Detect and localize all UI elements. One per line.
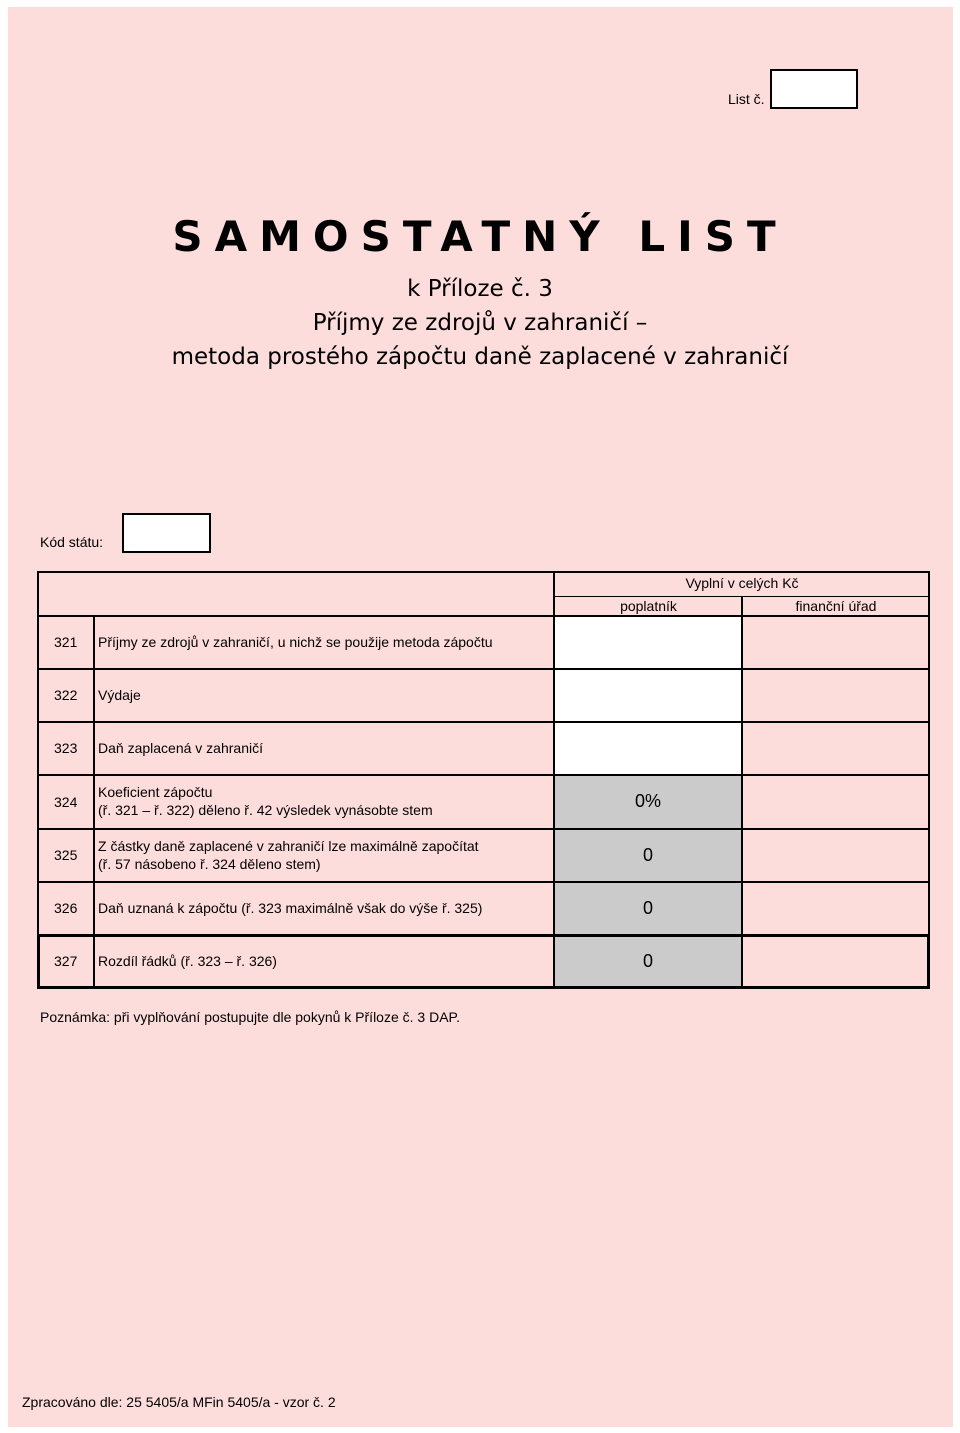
row-325-value: 0 xyxy=(642,845,653,865)
row-326-value: 0 xyxy=(642,898,653,918)
header-taxpayer: poplatník xyxy=(620,598,677,614)
form-footer: Zpracováno dle: 25 5405/a MFin 5405/a - vzor č. 2 xyxy=(22,1394,336,1410)
row-327-value: 0 xyxy=(642,951,653,971)
row-number: 323 xyxy=(54,740,78,756)
row-label-detail: (ř. 321 – ř. 322) děleno ř. 42 výsledek vynásobte stem xyxy=(98,802,433,818)
row-number: 325 xyxy=(54,847,78,863)
sheet-number-label: List č. xyxy=(728,91,765,107)
row-322-taxpayer-input[interactable] xyxy=(555,670,741,721)
row-323-taxpayer-input[interactable] xyxy=(555,723,741,774)
sheet-number-field[interactable] xyxy=(770,69,858,109)
page-title: SAMOSTATNÝ LIST xyxy=(172,212,788,261)
row-number: 321 xyxy=(54,634,78,650)
instructions-note: Poznámka: při vyplňování postupujte dle pokynů k Příloze č. 3 DAP. xyxy=(40,1009,460,1025)
row-label: Výdaje xyxy=(98,687,141,703)
row-label: Koeficient zápočtu xyxy=(98,784,213,800)
row-321-taxpayer-input[interactable] xyxy=(555,617,741,668)
row-number: 324 xyxy=(54,794,78,810)
row-number: 322 xyxy=(54,687,78,703)
row-label: Daň uznaná k zápočtu (ř. 323 maximálně však do výše ř. 325) xyxy=(98,900,483,916)
subtitle-attachment: k Příloze č. 3 xyxy=(407,276,553,302)
row-324-value: 0% xyxy=(634,791,661,811)
subtitle-income: Příjmy ze zdrojů v zahraničí – xyxy=(312,310,648,336)
row-label: Z částky daně zaplacené v zahraničí lze maximálně započítat xyxy=(98,838,479,854)
row-label: Příjmy ze zdrojů v zahraničí, u nichž se použije metoda zápočtu xyxy=(98,634,493,650)
subtitle-method: metoda prostého zápočtu daně zaplacené v zahraničí xyxy=(171,344,789,370)
country-code-field[interactable] xyxy=(122,513,211,553)
row-number: 326 xyxy=(54,900,78,916)
country-code-label: Kód státu: xyxy=(40,534,104,550)
header-tax-office: finanční úřad xyxy=(795,598,877,614)
row-label: Rozdíl řádků (ř. 323 – ř. 326) xyxy=(98,953,277,969)
row-label-detail: (ř. 57 násobeno ř. 324 děleno stem) xyxy=(98,856,321,872)
row-label: Daň zaplacená v zahraničí xyxy=(98,740,263,756)
row-number: 327 xyxy=(54,953,78,969)
header-fill-note: Vyplní v celých Kč xyxy=(685,575,799,591)
